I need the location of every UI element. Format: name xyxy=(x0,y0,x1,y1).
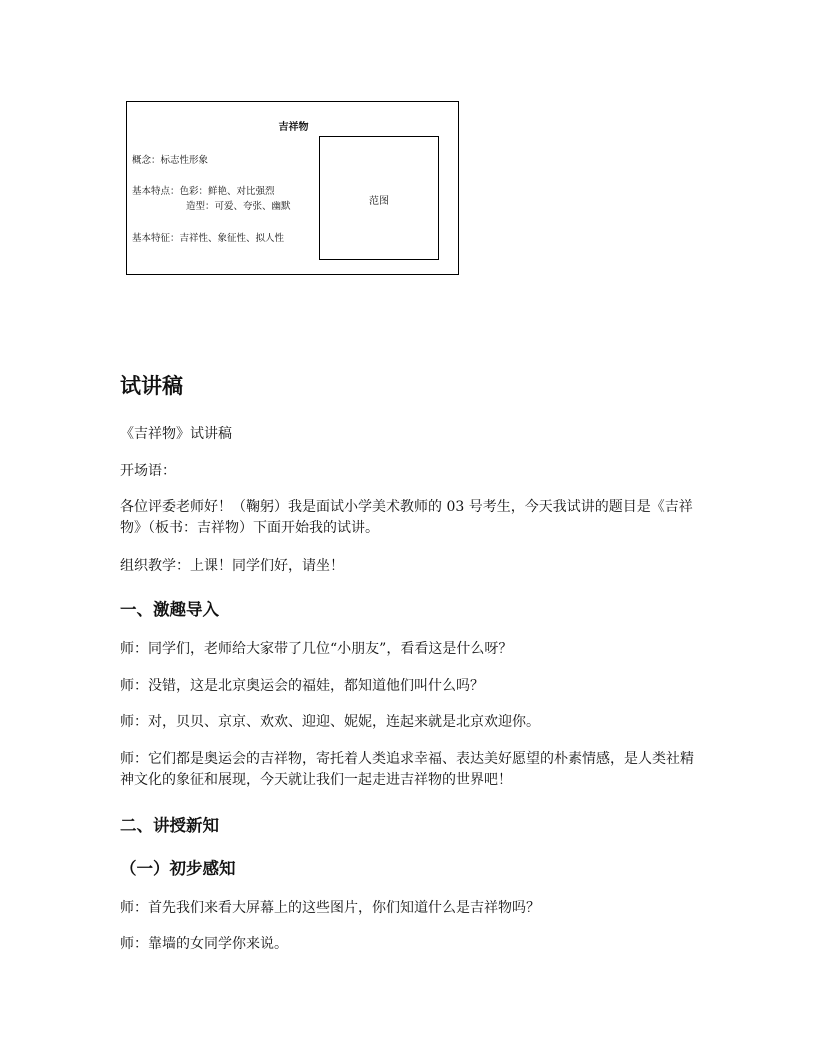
paragraph-teacher-6: 师：靠墙的女同学你来说。 xyxy=(120,936,288,952)
paragraph-title-line: 《吉祥物》试讲稿 xyxy=(120,426,232,442)
paragraph-opening: 开场语： xyxy=(120,463,176,479)
board-characteristics: 基本特征：吉祥性、象征性、拟人性 xyxy=(132,233,285,244)
paragraph-teacher-1: 师：同学们，老师给大家带了几位“小朋友”，看看这是什么呀？ xyxy=(120,641,513,657)
sample-image-placeholder xyxy=(319,136,439,260)
heading-initial-perception: （一）初步感知 xyxy=(120,859,236,878)
paragraph-greeting: 各位评委老师好！（鞠躬）我是面试小学美术教师的 03 号考生，今天我试讲的题目是《吉祥物》（板书：吉祥物）下面开始我的试讲。 xyxy=(120,499,693,536)
board-features-color: 基本特点：色彩：鲜艳、对比强烈 xyxy=(132,186,275,197)
board-features-shape: 造型：可爱、夸张、幽默 xyxy=(186,201,291,212)
heading-intro: 一、激趣导入 xyxy=(120,600,219,619)
paragraph-organize: 组织教学：上课！同学们好，请坐！ xyxy=(120,558,344,574)
board-design-box xyxy=(126,101,459,275)
paragraph-teacher-2: 师：没错，这是北京奥运会的福娃，都知道他们叫什么吗？ xyxy=(120,678,484,694)
paragraph-teacher-4: 师：它们都是奥运会的吉祥物，寄托着人类追求幸福、表达美好愿望的朴素情感，是人类社精神文化的象征和展现，今天就让我们一起走进吉祥物的世界吧！ xyxy=(120,751,694,788)
sample-image-label: 范图 xyxy=(369,196,389,207)
board-concept: 概念：标志性形象 xyxy=(132,155,209,166)
paragraph-teacher-3: 师：对，贝贝、京京、欢欢、迎迎、妮妮，连起来就是北京欢迎你。 xyxy=(120,714,540,730)
paragraph-teacher-5: 师：首先我们来看大屏幕上的这些图片，你们知道什么是吉祥物吗？ xyxy=(120,900,540,916)
board-title: 吉祥物 xyxy=(278,122,309,133)
page-title: 试讲稿 xyxy=(120,374,183,398)
heading-new-knowledge: 二、讲授新知 xyxy=(120,816,219,835)
